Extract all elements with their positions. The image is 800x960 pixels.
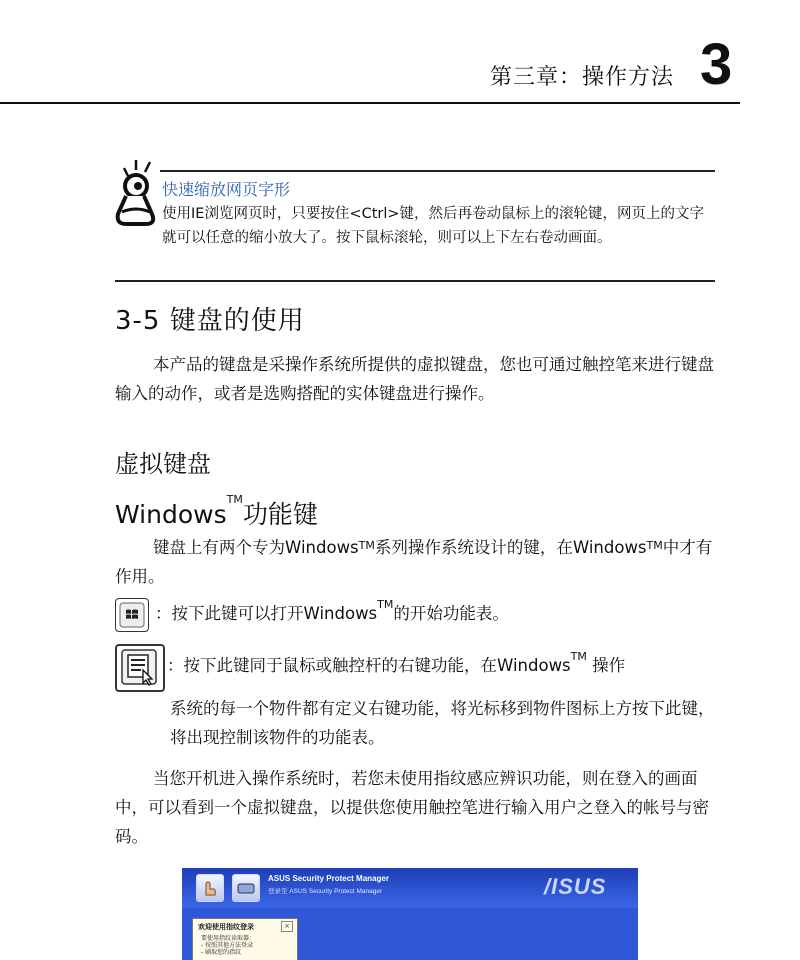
tip-title: 快速缩放网页字形 [162, 180, 291, 199]
login-screenshot [182, 868, 638, 960]
panel-line: - 按照其他方法登录 [201, 942, 254, 949]
section-title: 3-5 键盘的使用 [115, 306, 305, 336]
panel-line: 要使用指纹读取器： [201, 935, 256, 942]
close-icon: × [281, 921, 293, 932]
screenshot-app-title: ASUS Security Protect Manager [268, 874, 389, 883]
windows-keys-heading: Windows™功能键 [115, 493, 318, 529]
menu-key-icon [115, 644, 165, 692]
card-login-button [232, 874, 260, 902]
tip-body: 使用IE浏览网页时，只要按住<Ctrl>键，然后再卷动鼠标上的滚轮键，网页上的文字就可以任意的缩小放大了。按下鼠标滚轮，则可以上下左右卷动画面。 [162, 206, 705, 246]
tip-top-rule [160, 170, 715, 172]
tip-bottom-rule [115, 280, 715, 282]
screenshot-app-subtitle: 登录至 ASUS Security Protect Manager [268, 888, 383, 895]
welcome-panel [192, 918, 298, 960]
virtual-keyboard-heading: 虚拟键盘 [115, 450, 211, 478]
menu-key-description: ：按下此键同于鼠标或触控杆的右键功能，在Windows™ 操作 [167, 650, 626, 675]
login-paragraph: 当您开机进入操作系统时，若您未使用指纹感应辨识功能，则在登入的画面中，可以看到一个虚拟键盘，以提供您使用触控笔进行输入用户之登入的帐号与密码。 [115, 769, 709, 846]
menu-key-description-cont: 系统的每一个物件都有定义右键功能，将光标移到物件图标上方按下此键，将出现控制该物件的功能表。 [170, 699, 715, 747]
intro-paragraph: 本产品的键盘是采操作系统所提供的虚拟键盘，您也可通过触控笔来进行键盘输入的动作，或者是选购搭配的实体键盘进行操作。 [115, 355, 714, 403]
windows-key-description: ：按下此键可以打开Windows™的开始功能表。 [155, 598, 509, 623]
header-divider [0, 102, 740, 104]
windows-keys-paragraph: 键盘上有两个专为Windows™系列操作系统设计的键，在Windows™中才有作用。 [115, 538, 713, 586]
tip-lightbulb-icon [112, 156, 158, 232]
chapter-number: 3 [700, 32, 733, 97]
panel-line: - 刷取您的指纹 [201, 949, 242, 956]
welcome-panel-title: 欢迎使用指纹登录 [198, 923, 254, 931]
windows-key-icon [115, 598, 149, 632]
asus-logo: /ISUS [544, 874, 607, 899]
fingerprint-button [196, 874, 224, 902]
chapter-title: 第三章：操作方法 [490, 65, 675, 90]
